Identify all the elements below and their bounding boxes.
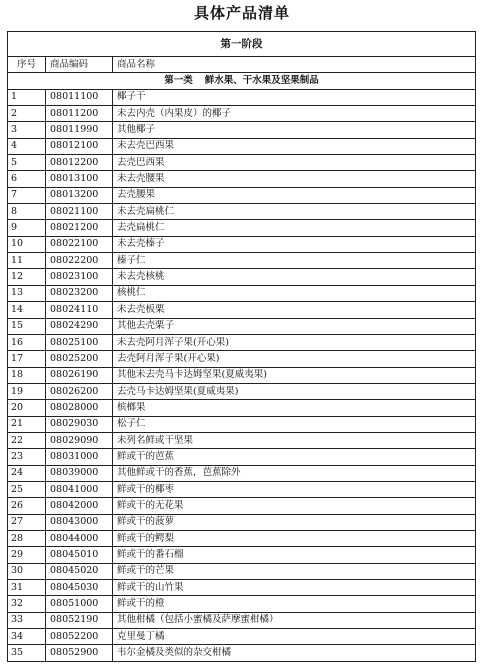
- table-row: [8, 269, 476, 285]
- code-cell: 08023100: [46, 269, 113, 285]
- code-cell: 08029090: [46, 432, 113, 448]
- code-cell: 08026200: [46, 383, 113, 399]
- category-heading: [8, 73, 476, 89]
- table-row: [8, 187, 476, 203]
- seq-cell: 3: [8, 122, 46, 138]
- seq-cell: 30: [8, 563, 46, 579]
- name-cell: 未列名鲜或干坚果: [113, 432, 476, 448]
- seq-cell: 28: [8, 530, 46, 546]
- code-cell: 08011990: [46, 122, 113, 138]
- code-cell: 08021100: [46, 204, 113, 220]
- seq-cell: 24: [8, 465, 46, 481]
- table-row: [8, 400, 476, 416]
- name-cell: 鲜或干的芭蕉: [113, 449, 476, 465]
- seq-cell: 22: [8, 432, 46, 448]
- header-code: 商品编码: [46, 57, 113, 73]
- table-row: [8, 89, 476, 105]
- name-cell: 鲜或干的番石榴: [113, 547, 476, 563]
- code-cell: 08051000: [46, 596, 113, 612]
- name-cell: 鲜或干的橙: [113, 596, 476, 612]
- stage-heading: 第一阶段: [8, 32, 476, 57]
- seq-cell: 7: [8, 187, 46, 203]
- name-cell: 其他鲜或干的香蕉，芭蕉除外: [113, 465, 476, 481]
- name-cell: 未去壳板栗: [113, 302, 476, 318]
- product-list-table: [7, 31, 476, 662]
- code-cell: 08031000: [46, 449, 113, 465]
- seq-cell: 18: [8, 367, 46, 383]
- table-row: [8, 481, 476, 497]
- seq-cell: 19: [8, 383, 46, 399]
- table-row: [8, 645, 476, 661]
- code-cell: 08039000: [46, 465, 113, 481]
- name-cell: 去壳腰果: [113, 187, 476, 203]
- code-cell: 08041000: [46, 481, 113, 497]
- table-row: [8, 334, 476, 350]
- code-cell: 08013200: [46, 187, 113, 203]
- code-cell: 08022200: [46, 253, 113, 269]
- code-cell: 08012100: [46, 138, 113, 154]
- code-cell: 08028000: [46, 400, 113, 416]
- table-row: [8, 580, 476, 596]
- table-row: [8, 514, 476, 530]
- code-cell: 08052200: [46, 629, 113, 645]
- seq-cell: 29: [8, 547, 46, 563]
- table-row: [8, 416, 476, 432]
- table-row: [8, 563, 476, 579]
- seq-cell: 9: [8, 220, 46, 236]
- name-cell: 去壳巴西果: [113, 155, 476, 171]
- code-cell: 08042000: [46, 498, 113, 514]
- seq-cell: 4: [8, 138, 46, 154]
- seq-cell: 5: [8, 155, 46, 171]
- table-row: [8, 351, 476, 367]
- seq-cell: 8: [8, 204, 46, 220]
- seq-cell: 31: [8, 580, 46, 596]
- name-cell: 韦尔金橘及类似的杂交柑橘: [113, 645, 476, 661]
- table-row: [8, 122, 476, 138]
- name-cell: 未去内壳（内果皮）的椰子: [113, 106, 476, 122]
- header-name: 商品名称: [113, 57, 476, 73]
- seq-cell: 25: [8, 481, 46, 497]
- seq-cell: 35: [8, 645, 46, 661]
- code-cell: 08052900: [46, 645, 113, 661]
- code-cell: 08045010: [46, 547, 113, 563]
- code-cell: 08013100: [46, 171, 113, 187]
- name-cell: 鲜或干的鳄梨: [113, 530, 476, 546]
- name-cell: 鲜或干的山竹果: [113, 580, 476, 596]
- name-cell: 榛子仁: [113, 253, 476, 269]
- code-cell: 08022100: [46, 236, 113, 252]
- code-cell: 08045020: [46, 563, 113, 579]
- name-cell: 鲜或干的芒果: [113, 563, 476, 579]
- code-cell: 08043000: [46, 514, 113, 530]
- code-cell: 08011200: [46, 106, 113, 122]
- table-row: [8, 318, 476, 334]
- table-row: [8, 220, 476, 236]
- seq-cell: 33: [8, 612, 46, 628]
- code-cell: 08011100: [46, 89, 113, 105]
- code-cell: 08026190: [46, 367, 113, 383]
- seq-cell: 14: [8, 302, 46, 318]
- name-cell: 未去壳巴西果: [113, 138, 476, 154]
- name-cell: 未去壳阿月浑子果(开心果): [113, 334, 476, 350]
- code-cell: 08021200: [46, 220, 113, 236]
- table-row: [8, 530, 476, 546]
- name-cell: 未去壳扁桃仁: [113, 204, 476, 220]
- name-cell: 未去壳核桃: [113, 269, 476, 285]
- seq-cell: 21: [8, 416, 46, 432]
- table-row: [8, 285, 476, 301]
- document-title: 具体产品清单: [193, 4, 290, 22]
- name-cell: 其他未去壳马卡达姆坚果(夏威夷果): [113, 367, 476, 383]
- name-cell: 去壳扁桃仁: [113, 220, 476, 236]
- name-cell: 鲜或干的椰枣: [113, 481, 476, 497]
- seq-cell: 6: [8, 171, 46, 187]
- name-cell: 鲜或干的菠萝: [113, 514, 476, 530]
- name-cell: 克里曼丁橘: [113, 629, 476, 645]
- table-row: [8, 367, 476, 383]
- name-cell: 其他椰子: [113, 122, 476, 138]
- name-cell: 椰子干: [113, 89, 476, 105]
- seq-cell: 11: [8, 253, 46, 269]
- seq-cell: 16: [8, 334, 46, 350]
- table-row: [8, 155, 476, 171]
- seq-cell: 12: [8, 269, 46, 285]
- seq-cell: 1: [8, 89, 46, 105]
- seq-cell: 34: [8, 629, 46, 645]
- column-header-row: [8, 57, 476, 73]
- seq-cell: 26: [8, 498, 46, 514]
- table-row: [8, 465, 476, 481]
- table-row: [8, 498, 476, 514]
- name-cell: 鲜或干的无花果: [113, 498, 476, 514]
- name-cell: 未去壳腰果: [113, 171, 476, 187]
- seq-cell: 2: [8, 106, 46, 122]
- table-row: [8, 236, 476, 252]
- table-row: [8, 302, 476, 318]
- name-cell: 其他去壳栗子: [113, 318, 476, 334]
- seq-cell: 10: [8, 236, 46, 252]
- code-cell: 08025100: [46, 334, 113, 350]
- table-row: [8, 612, 476, 628]
- name-cell: 去壳马卡达姆坚果(夏威夷果): [113, 383, 476, 399]
- table-row: [8, 547, 476, 563]
- code-cell: 08045030: [46, 580, 113, 596]
- name-cell: 其他柑橘（包括小蜜橘及萨摩蜜柑橘）: [113, 612, 476, 628]
- seq-cell: 17: [8, 351, 46, 367]
- name-cell: 松子仁: [113, 416, 476, 432]
- seq-cell: 32: [8, 596, 46, 612]
- code-cell: 08044000: [46, 530, 113, 546]
- category-label: 第一类: [164, 75, 193, 87]
- name-cell: 槟榔果: [113, 400, 476, 416]
- code-cell: 08024110: [46, 302, 113, 318]
- name-cell: 去壳阿月浑子果(开心果): [113, 351, 476, 367]
- header-seq: 序号: [8, 57, 46, 73]
- stage-heading-row: [8, 32, 476, 57]
- seq-cell: 13: [8, 285, 46, 301]
- product-rows: [8, 89, 476, 661]
- table-row: [8, 253, 476, 269]
- code-cell: 08023200: [46, 285, 113, 301]
- category-heading-row: [8, 73, 476, 89]
- code-cell: 08012200: [46, 155, 113, 171]
- name-cell: 未去壳榛子: [113, 236, 476, 252]
- seq-cell: 15: [8, 318, 46, 334]
- table-row: [8, 171, 476, 187]
- table-row: [8, 138, 476, 154]
- seq-cell: 27: [8, 514, 46, 530]
- table-row: [8, 383, 476, 399]
- code-cell: 08025200: [46, 351, 113, 367]
- category-name: 鲜水果、干水果及坚果制品: [204, 75, 319, 87]
- seq-cell: 23: [8, 449, 46, 465]
- code-cell: 08029030: [46, 416, 113, 432]
- name-cell: 核桃仁: [113, 285, 476, 301]
- seq-cell: 20: [8, 400, 46, 416]
- table-row: [8, 596, 476, 612]
- table-row: [8, 449, 476, 465]
- table-row: [8, 432, 476, 448]
- table-row: [8, 204, 476, 220]
- code-cell: 08024290: [46, 318, 113, 334]
- table-row: [8, 106, 476, 122]
- code-cell: 08052190: [46, 612, 113, 628]
- table-row: [8, 629, 476, 645]
